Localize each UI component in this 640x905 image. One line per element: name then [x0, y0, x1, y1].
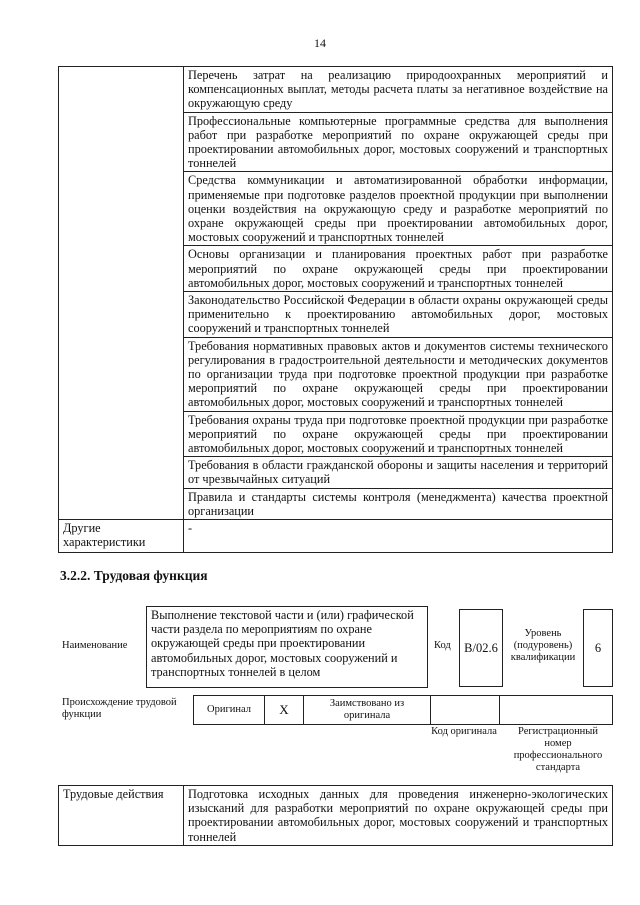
- table-row: [59, 786, 613, 846]
- original-label: Оригинал: [194, 696, 265, 725]
- code-original-cell: [431, 696, 500, 725]
- origin-table: [193, 695, 613, 725]
- knowledge-item: Требования нормативных правовых актов и документов системы технического регулирования в градостроительной деятельности и методических документов по организации труда при подготовке проектной продукции при разработке мероприятий по охране окружающей среды при проектировании автомобильных дорог, мостовых сооружений и транспортных тоннелей: [184, 337, 613, 411]
- name-label: Наименование: [62, 640, 128, 651]
- table-row: [59, 67, 613, 113]
- original-mark: X: [265, 696, 304, 725]
- actions-value: Подготовка исходных данных для проведения инженерно-экологических изысканий для разработки мероприятий по охране окружающей среды при проектировании автомобильных дорог, мостовых сооружений и транспортных тоннелей: [184, 786, 613, 846]
- knowledge-item: Требования в области гражданской обороны и защиты населения и территорий от чрезвычайных ситуаций: [184, 457, 613, 488]
- code-original-label: Код оригинала: [431, 726, 497, 737]
- borrowed-label: Заимствовано из оригинала: [304, 696, 431, 725]
- knowledge-item: Средства коммуникации и автоматизированной обработки информации, применяемые при подготовке разделов проектной продукции при выполнении оценки воздействия на окружающую среду и разработке мероприятий по охране окружающей среды при проектировании автомобильных дорог, мостовых сооружений и транспортных тоннелей: [184, 172, 613, 246]
- knowledge-item: Правила и стандарты системы контроля (менеджмента) качества проектной организации: [184, 488, 613, 519]
- table-row: [59, 520, 613, 553]
- knowledge-table: [58, 66, 613, 553]
- reg-number-cell: [500, 696, 613, 725]
- knowledge-item: Основы организации и планирования проектных работ при разработке мероприятий по охране окружающей среды при проектировании автомобильных дорог, мостовых сооружений и транспортных тоннелей: [184, 246, 613, 292]
- other-characteristics-label: Другие характеристики: [59, 520, 184, 553]
- knowledge-item: Перечень затрат на реализацию природоохранных мероприятий и компенсационных выплат, методы расчета платы за негативное воздействие на окружающую среду: [184, 67, 613, 113]
- level-label: Уровень (подуровень) квалификации: [510, 628, 576, 663]
- knowledge-label-cell: [59, 67, 184, 520]
- knowledge-item: Профессиональные компьютерные программные средства для выполнения работ при разработке мероприятий по охране окружающей среды при проектировании автомобильных дорог, мостовых сооружений и транспортных тоннелей: [184, 112, 613, 172]
- knowledge-item: Законодательство Российской Федерации в области охраны окружающей среды применительно к проектированию автомобильных дорог, мостовых сооружений и транспортных тоннелей: [184, 292, 613, 338]
- knowledge-item: Требования охраны труда при подготовке проектной продукции при разработке мероприятий по охране окружающей среды при проектировании автомобильных дорог, мостовых сооружений и транспортных тоннелей: [184, 411, 613, 457]
- other-characteristics-value: -: [184, 520, 613, 553]
- section-title: 3.2.2. Трудовая функция: [60, 568, 208, 583]
- actions-table: [58, 785, 613, 846]
- page-number: 14: [314, 36, 326, 50]
- function-name-box: Выполнение текстовой части и (или) графической части раздела по мероприятиям по охране окружающей среды при проектировании автомобильных дорог, мостовых сооружений и транспортных тоннелей в целом: [146, 606, 428, 688]
- code-value-box: B/02.6: [459, 609, 503, 687]
- reg-number-label: Регистрационный номер профессионального стандарта: [513, 726, 603, 773]
- origin-label: Происхождение трудовой функции: [62, 697, 177, 720]
- code-label: Код: [434, 640, 451, 651]
- level-value-box: 6: [583, 609, 613, 687]
- actions-label: Трудовые действия: [59, 786, 184, 846]
